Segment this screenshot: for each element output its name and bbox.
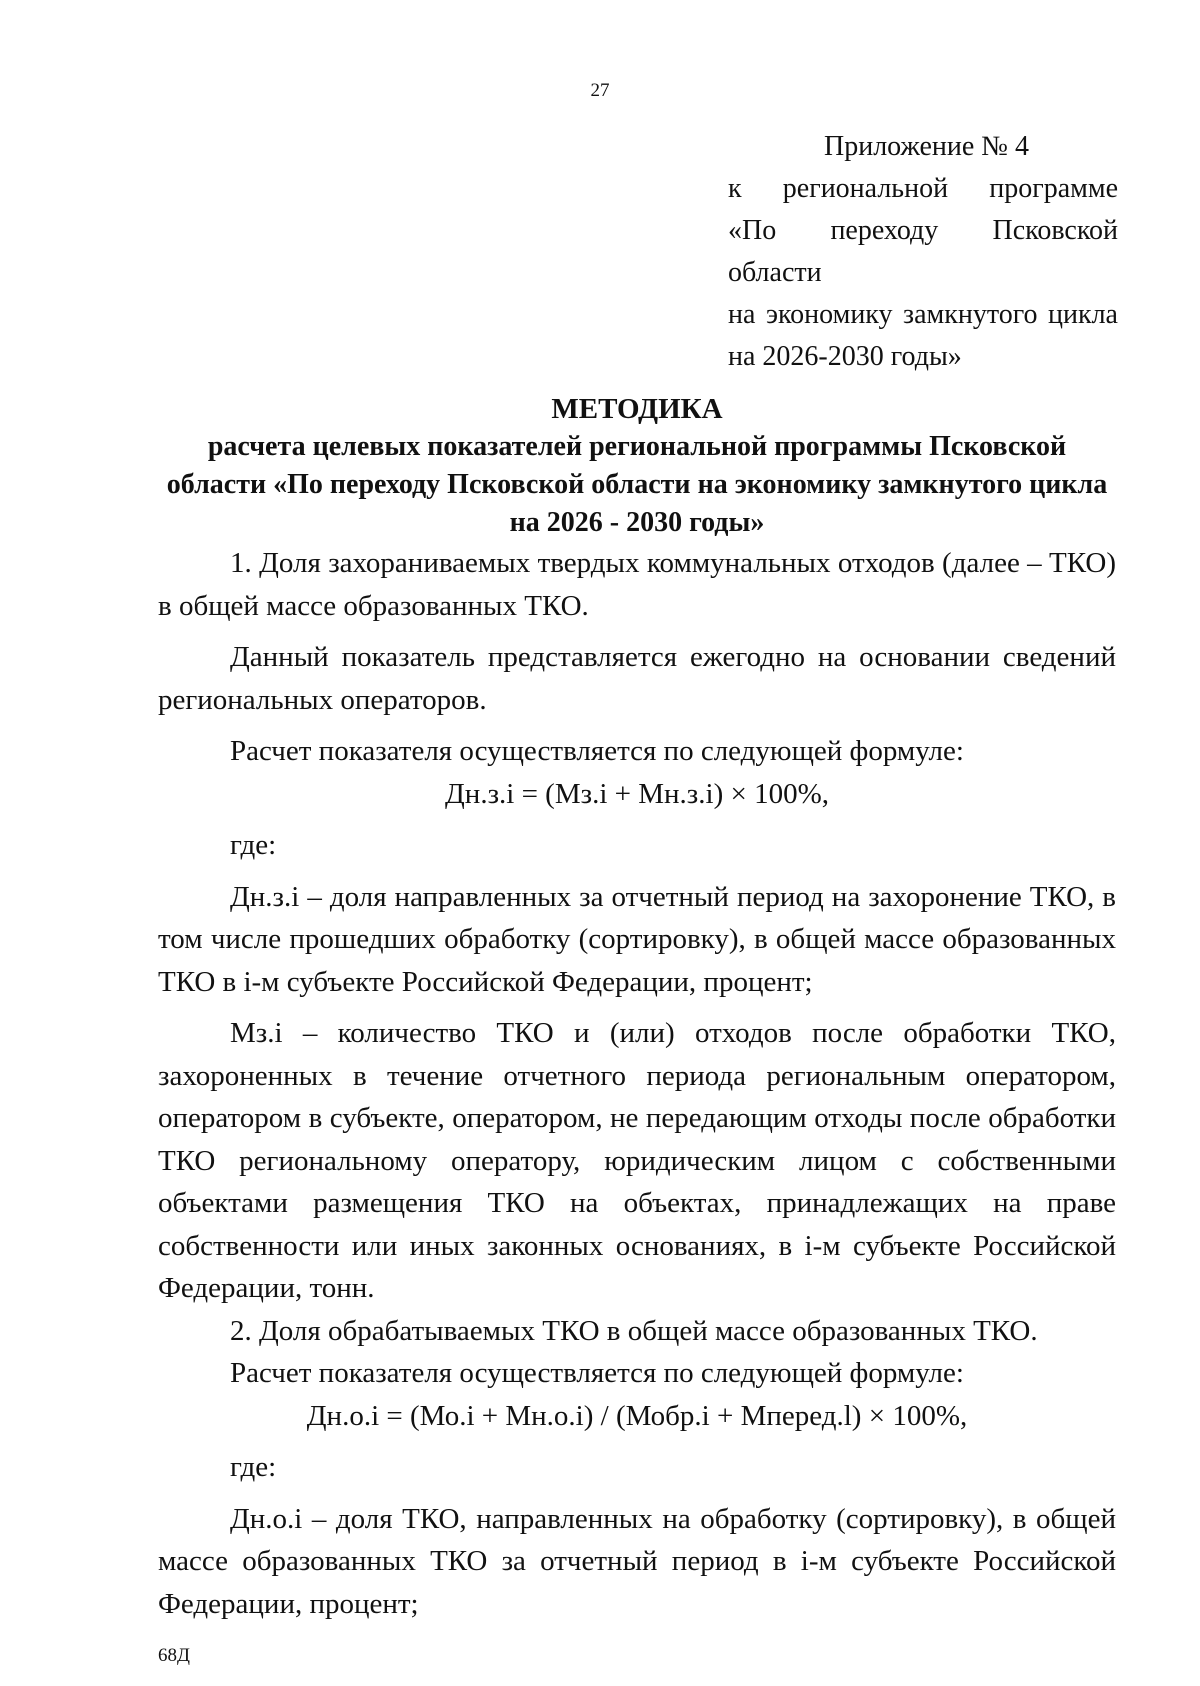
appendix-line: «По переходу Псковской области bbox=[728, 215, 1118, 288]
formula-1: Дн.з.i = (Мз.i + Мн.з.i) × 100%, bbox=[445, 777, 829, 810]
paragraph: Расчет показателя осуществляется по следующей формуле: bbox=[230, 1357, 964, 1389]
footer-code: 68Д bbox=[158, 1645, 190, 1666]
appendix-line: к региональной программе bbox=[728, 173, 1118, 204]
page-number: 27 bbox=[590, 80, 610, 101]
paragraph: Расчет показателя осуществляется по следующей формуле: bbox=[230, 735, 964, 767]
definition-paragraph: Дн.з.i – доля направленных за отчетный период на захоронение ТКО, в том числе прошедших обработку (сортировку), в общей массе образованных ТКО в i-м субъекте Российской Федерации, процент; bbox=[158, 880, 1116, 998]
appendix-line: на экономику замкнутого цикла bbox=[728, 299, 1118, 330]
title-line: расчета целевых показателей региональной программы Псковской bbox=[207, 431, 1067, 462]
definition-paragraph: Мз.i – количество ТКО и (или) отходов после обработки ТКО, захороненных в течение отчетного периода региональным оператором, оператором в субъекте, оператором, не передающим отходы после обработки ТКО региональному оператору, юридическим лицом с собственными объектами размещения ТКО на объектах, принадлежащих на праве собственности или иных законных основаниях, в i-м субъекте Российской Федерации, тонн. bbox=[158, 1017, 1116, 1304]
paragraph: где: bbox=[230, 829, 277, 861]
document-title bbox=[158, 390, 1116, 542]
formula-2: Дн.о.i = (Мо.i + Мн.о.i) / (Мобр.i + Мперед.l) × 100%, bbox=[306, 1399, 968, 1432]
definition-paragraph: Дн.о.i – доля ТКО, направленных на обработку (сортировку), в общей массе образованных ТКО за отчетный период в i-м субъекте Российской Федерации, процент; bbox=[158, 1502, 1116, 1620]
title-line: области «По переходу Псковской области на экономику замкнутого цикла bbox=[166, 469, 1108, 500]
paragraph-indicator-2: 2. Доля обрабатываемых ТКО в общей массе образованных ТКО. bbox=[230, 1314, 1038, 1347]
appendix-line: на 2026-2030 годы» bbox=[728, 341, 962, 372]
appendix-header bbox=[728, 126, 1118, 378]
title-heading: МЕТОДИКА bbox=[551, 393, 723, 425]
paragraph: Данный показатель представляется ежегодно на основании сведений региональных операторов. bbox=[158, 641, 1116, 716]
paragraph-indicator-1: 1. Доля захораниваемых твердых коммунальных отходов (далее – ТКО) в общей массе образованных ТКО. bbox=[158, 547, 1116, 622]
body-text bbox=[158, 542, 1116, 1625]
paragraph: где: bbox=[230, 1451, 277, 1483]
appendix-title: Приложение № 4 bbox=[824, 131, 1029, 162]
title-line: на 2026 - 2030 годы» bbox=[509, 507, 765, 538]
